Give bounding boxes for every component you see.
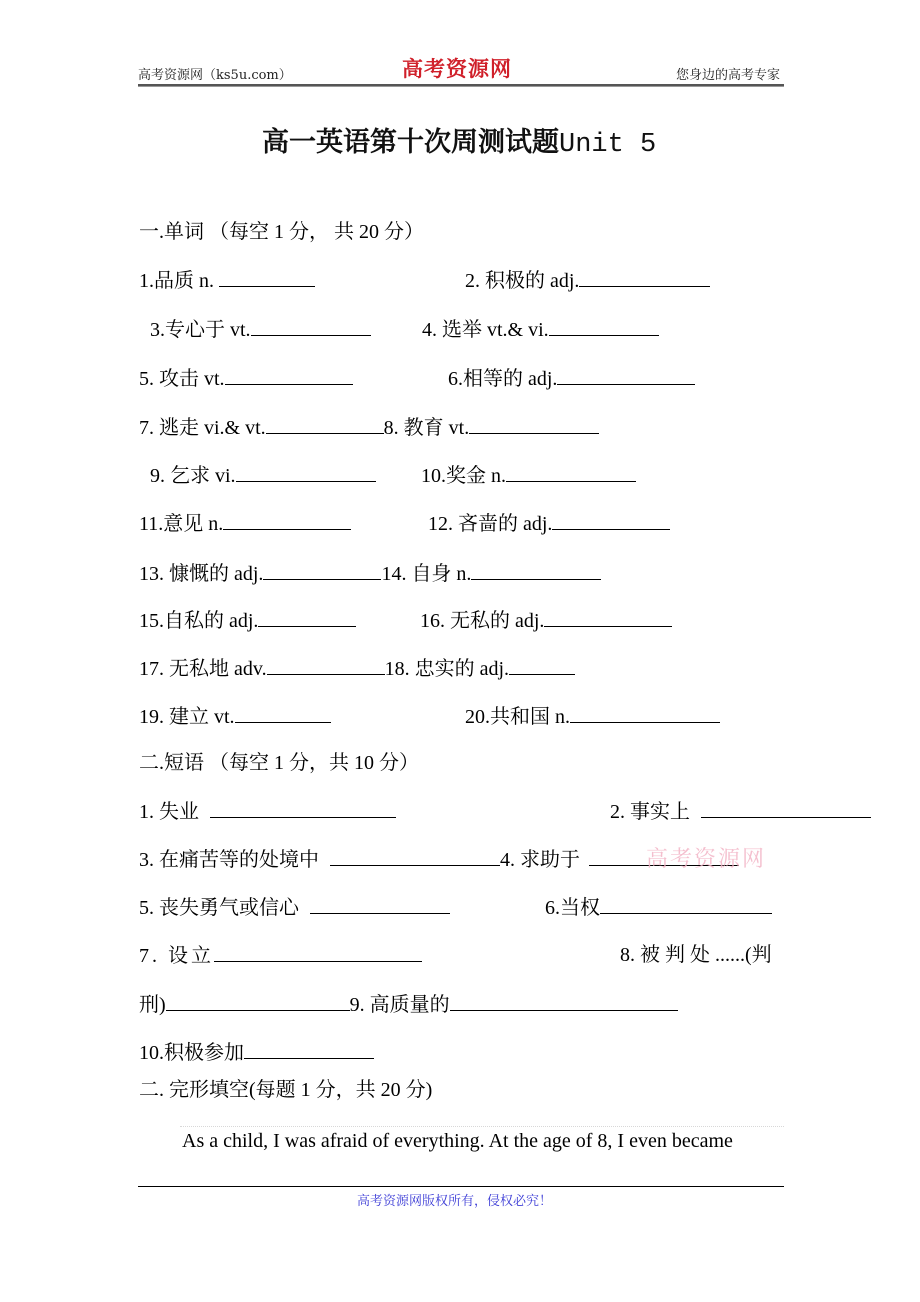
vocab-item-1: 1.品质 n. [139, 268, 315, 293]
header-site-name: 高考资源网（ks5u.com） [138, 68, 292, 83]
cloze-passage: As a child, I was afraid of everything. At the age of 8, I even became [182, 1130, 733, 1152]
answer-blank[interactable] [450, 992, 678, 1011]
answer-blank[interactable] [214, 943, 422, 962]
vocab-item-13: 13. 慷慨的 adj. 14. 自身 n. [139, 561, 601, 586]
vocab-item-14-label: 14. 自身 n. [381, 563, 472, 585]
vocab-item-5: 5. 攻击 vt. [139, 366, 353, 391]
passage-divider [180, 1126, 784, 1127]
answer-blank[interactable] [471, 561, 601, 580]
vocab-item-20: 20.共和国 n. [465, 704, 720, 729]
phrase-item-5: 5. 丧失勇气或信心 [139, 895, 450, 920]
phrase-item-10: 10.积极参加 [139, 1040, 374, 1065]
vocab-item-17: 17. 无私地 adv. 18. 忠实的 adj. [139, 656, 575, 681]
phrase-item-8: 8. 被 判 处 ......(判 [620, 944, 772, 966]
answer-blank[interactable] [258, 608, 356, 627]
vocab-item-18-label: 18. 忠实的 adj. [384, 658, 510, 680]
vocab-item-10: 10.奖金 n. [421, 463, 636, 488]
footer-divider [138, 1186, 784, 1187]
phrase-item-2: 2. 事实上 [610, 799, 871, 824]
answer-blank[interactable] [225, 366, 353, 385]
answer-blank[interactable] [330, 847, 500, 866]
header-logo: 高考资源网 [402, 56, 512, 81]
answer-blank[interactable] [223, 511, 351, 530]
watermark-overlay: 高考资源网 [646, 847, 767, 872]
section-phrases-heading: 二.短语 （每空 1 分，共 10 分） [139, 752, 419, 774]
phrase-item-4-label: 4. 求助于 [500, 849, 585, 871]
vocab-item-2: 2. 积极的 adj. [465, 268, 710, 293]
answer-blank[interactable] [544, 608, 672, 627]
answer-blank[interactable] [251, 317, 371, 336]
answer-blank[interactable] [210, 799, 396, 818]
answer-blank[interactable] [552, 511, 670, 530]
header-divider [138, 84, 784, 87]
vocab-item-4: 4. 选举 vt.& vi. [422, 317, 659, 342]
phrase-item-7: 7. 设立 [139, 943, 422, 968]
page-title [262, 120, 656, 160]
title-unit: Unit 5 [559, 130, 657, 160]
vocab-item-15: 15.自私的 adj. [139, 608, 356, 633]
title-main: 高一英语第十次周测试题 [262, 127, 559, 158]
vocab-item-11: 11.意见 n. [139, 511, 351, 536]
vocab-item-19: 19. 建立 vt. [139, 704, 331, 729]
vocab-item-3: 3.专心于 vt. [150, 317, 371, 342]
answer-blank[interactable] [469, 415, 599, 434]
phrase-item-8-cont: 刑) 9. 高质量的 [139, 992, 678, 1017]
answer-blank[interactable] [235, 704, 331, 723]
vocab-item-12: 12. 吝啬的 adj. [428, 511, 670, 536]
answer-blank[interactable] [579, 268, 710, 287]
section-cloze-heading: 二. 完形填空(每题 1 分，共 20 分) [139, 1079, 433, 1101]
answer-blank[interactable] [266, 415, 384, 434]
section-vocabulary-heading: 一.单词 （每空 1 分， 共 20 分） [139, 221, 424, 243]
phrase-item-9-label: 9. 高质量的 [349, 994, 450, 1016]
phrase-item-1: 1. 失业 [139, 799, 396, 824]
answer-blank[interactable] [310, 895, 450, 914]
vocab-item-9: 9. 乞求 vi. [150, 463, 376, 488]
answer-blank[interactable] [549, 317, 659, 336]
answer-blank[interactable] [236, 463, 376, 482]
phrase-item-6: 6.当权 [545, 895, 772, 920]
answer-blank[interactable] [244, 1040, 374, 1059]
answer-blank[interactable] [509, 656, 575, 675]
answer-blank[interactable] [506, 463, 636, 482]
vocab-item-7: 7. 逃走 vi.& vt. 8. 教育 vt. [139, 415, 599, 440]
answer-blank[interactable] [166, 992, 350, 1011]
header-slogan: 您身边的高考专家 [676, 68, 781, 83]
answer-blank[interactable] [701, 799, 871, 818]
answer-blank[interactable] [263, 561, 381, 580]
answer-blank[interactable] [600, 895, 772, 914]
answer-blank[interactable] [267, 656, 385, 675]
answer-blank[interactable] [557, 366, 695, 385]
vocab-item-16: 16. 无私的 adj. [420, 608, 672, 633]
footer-copyright: 高考资源网版权所有，侵权必究！ [357, 1194, 553, 1209]
answer-blank[interactable] [570, 704, 720, 723]
phrase-item-3: 3. 在痛苦等的处境中 4. 求助于 [139, 847, 739, 872]
vocab-item-6: 6.相等的 adj. [448, 366, 695, 391]
vocab-item-8-label: 8. 教育 vt. [383, 417, 470, 439]
answer-blank[interactable] [219, 268, 315, 287]
